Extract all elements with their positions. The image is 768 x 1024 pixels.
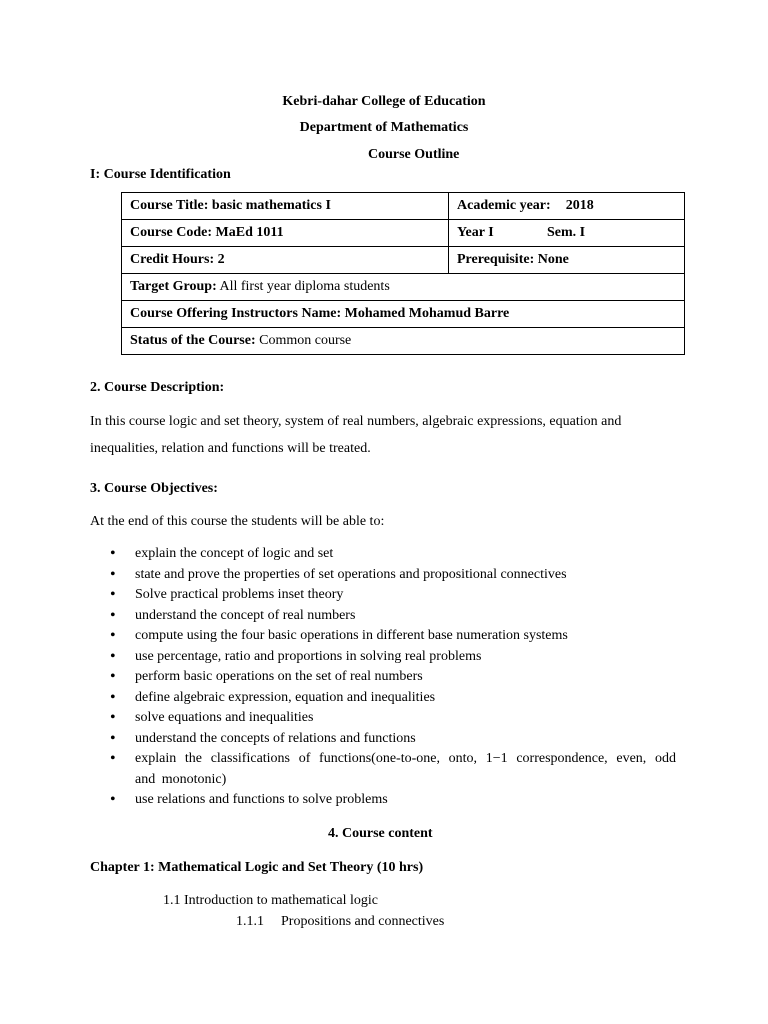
list-item xyxy=(90,708,676,729)
objective-text: Solve practical problems inset theory xyxy=(135,587,344,602)
bullet-icon: • xyxy=(110,729,116,747)
objective-text: compute using the four basic operations in different base numeration systems xyxy=(135,628,568,643)
course-description-text: In this course logic and set theory, system of real numbers, algebraic expressions, equation and inequalities, relation and functions will be treated. xyxy=(90,414,622,456)
list-item xyxy=(90,729,676,750)
list-item xyxy=(90,626,676,647)
year-sem-cell xyxy=(449,220,685,247)
bullet-icon: • xyxy=(110,688,116,706)
subsection-text: Propositions and connectives xyxy=(281,914,445,929)
course-title-cell: Course Title: basic mathematics I xyxy=(122,193,449,220)
chapter-1-heading: Chapter 1: Mathematical Logic and Set Theory (10 hrs) xyxy=(90,860,424,875)
bullet-icon: • xyxy=(110,709,116,726)
subsection-1-1: 1.1 Introduction to mathematical logic xyxy=(163,893,378,908)
objective-text: explain the concept of logic and set xyxy=(135,546,334,561)
list-item xyxy=(90,606,676,627)
table-row xyxy=(122,301,685,328)
year-value: Year I xyxy=(457,225,494,240)
table-row xyxy=(122,220,685,247)
college-title: Kebri-dahar College of Education xyxy=(282,94,486,109)
target-group-label: Target Group: xyxy=(130,279,217,294)
outline-title: Course Outline xyxy=(368,147,460,162)
list-item xyxy=(90,585,676,606)
objective-text: understand the concept of real numbers xyxy=(135,607,356,623)
list-item xyxy=(90,544,676,565)
list-item xyxy=(90,565,676,586)
list-item xyxy=(90,749,676,790)
objective-text: solve equations and inequalities xyxy=(135,710,314,725)
list-item xyxy=(90,667,676,688)
course-content-heading: 4. Course content xyxy=(328,826,433,841)
prerequisite-cell xyxy=(449,247,685,274)
academic-year-cell xyxy=(449,193,685,220)
status-value: Common course xyxy=(255,333,352,348)
objective-text: perform basic operations on the set of real numbers xyxy=(135,669,423,684)
bullet-icon: • xyxy=(110,586,116,603)
bullet-icon: • xyxy=(110,647,116,665)
course-objectives-heading: 3. Course Objectives: xyxy=(90,481,218,496)
bullet-icon: • xyxy=(110,627,116,644)
bullet-icon: • xyxy=(110,668,116,685)
bullet-icon: • xyxy=(110,791,116,808)
section-identification-heading: I: Course Identification xyxy=(90,167,231,182)
objective-text: understand the concepts of relations and functions xyxy=(135,730,416,746)
academic-year-label: Academic year: xyxy=(457,198,551,213)
academic-year-value: 2018 xyxy=(565,198,594,213)
department-title: Department of Mathematics xyxy=(299,120,469,135)
prerequisite-value: : None xyxy=(529,252,569,267)
objective-text: use percentage, ratio and proportions in solving real problems xyxy=(135,648,482,664)
subsection-1-1-1 xyxy=(236,914,444,930)
table-row xyxy=(122,247,685,274)
table-row xyxy=(122,193,685,220)
objective-text: define algebraic expression, equation and inequalities xyxy=(135,689,436,705)
course-identification-table xyxy=(121,192,685,355)
table-row xyxy=(122,274,685,301)
list-item xyxy=(90,647,676,668)
bullet-icon: • xyxy=(110,545,116,562)
list-item xyxy=(90,790,676,811)
course-description-heading: 2. Course Description: xyxy=(90,380,225,395)
course-objectives-intro: At the end of this course the students will be able to: xyxy=(90,514,385,529)
target-group-cell xyxy=(122,274,685,301)
status-cell xyxy=(122,328,685,355)
prerequisite-label: Prerequisite xyxy=(457,252,530,267)
target-group-value: All first year diploma students xyxy=(216,279,390,294)
credit-hours-cell: Credit Hours: 2 xyxy=(122,247,449,274)
objective-text: use relations and functions to solve problems xyxy=(135,792,388,807)
objective-text: state and prove the properties of set operations and propositional connectives xyxy=(135,566,567,582)
table-row xyxy=(122,328,685,355)
subsection-number: 1.1.1 xyxy=(236,914,264,929)
bullet-icon: • xyxy=(110,750,116,767)
objective-text: explain the classifications of functions(one-to-one, onto, 1−1 correspondence, even, odd and monotonic) xyxy=(135,751,676,787)
sem-value: Sem. I xyxy=(547,225,586,240)
status-label: Status of the Course: xyxy=(130,333,256,348)
bullet-icon: • xyxy=(110,606,116,624)
objectives-list xyxy=(90,544,676,811)
list-item xyxy=(90,688,676,709)
course-code-cell: Course Code: MaEd 1011 xyxy=(122,220,449,247)
bullet-icon: • xyxy=(110,565,116,583)
instructor-cell: Course Offering Instructors Name: Mohamed Mohamud Barre xyxy=(122,301,685,328)
